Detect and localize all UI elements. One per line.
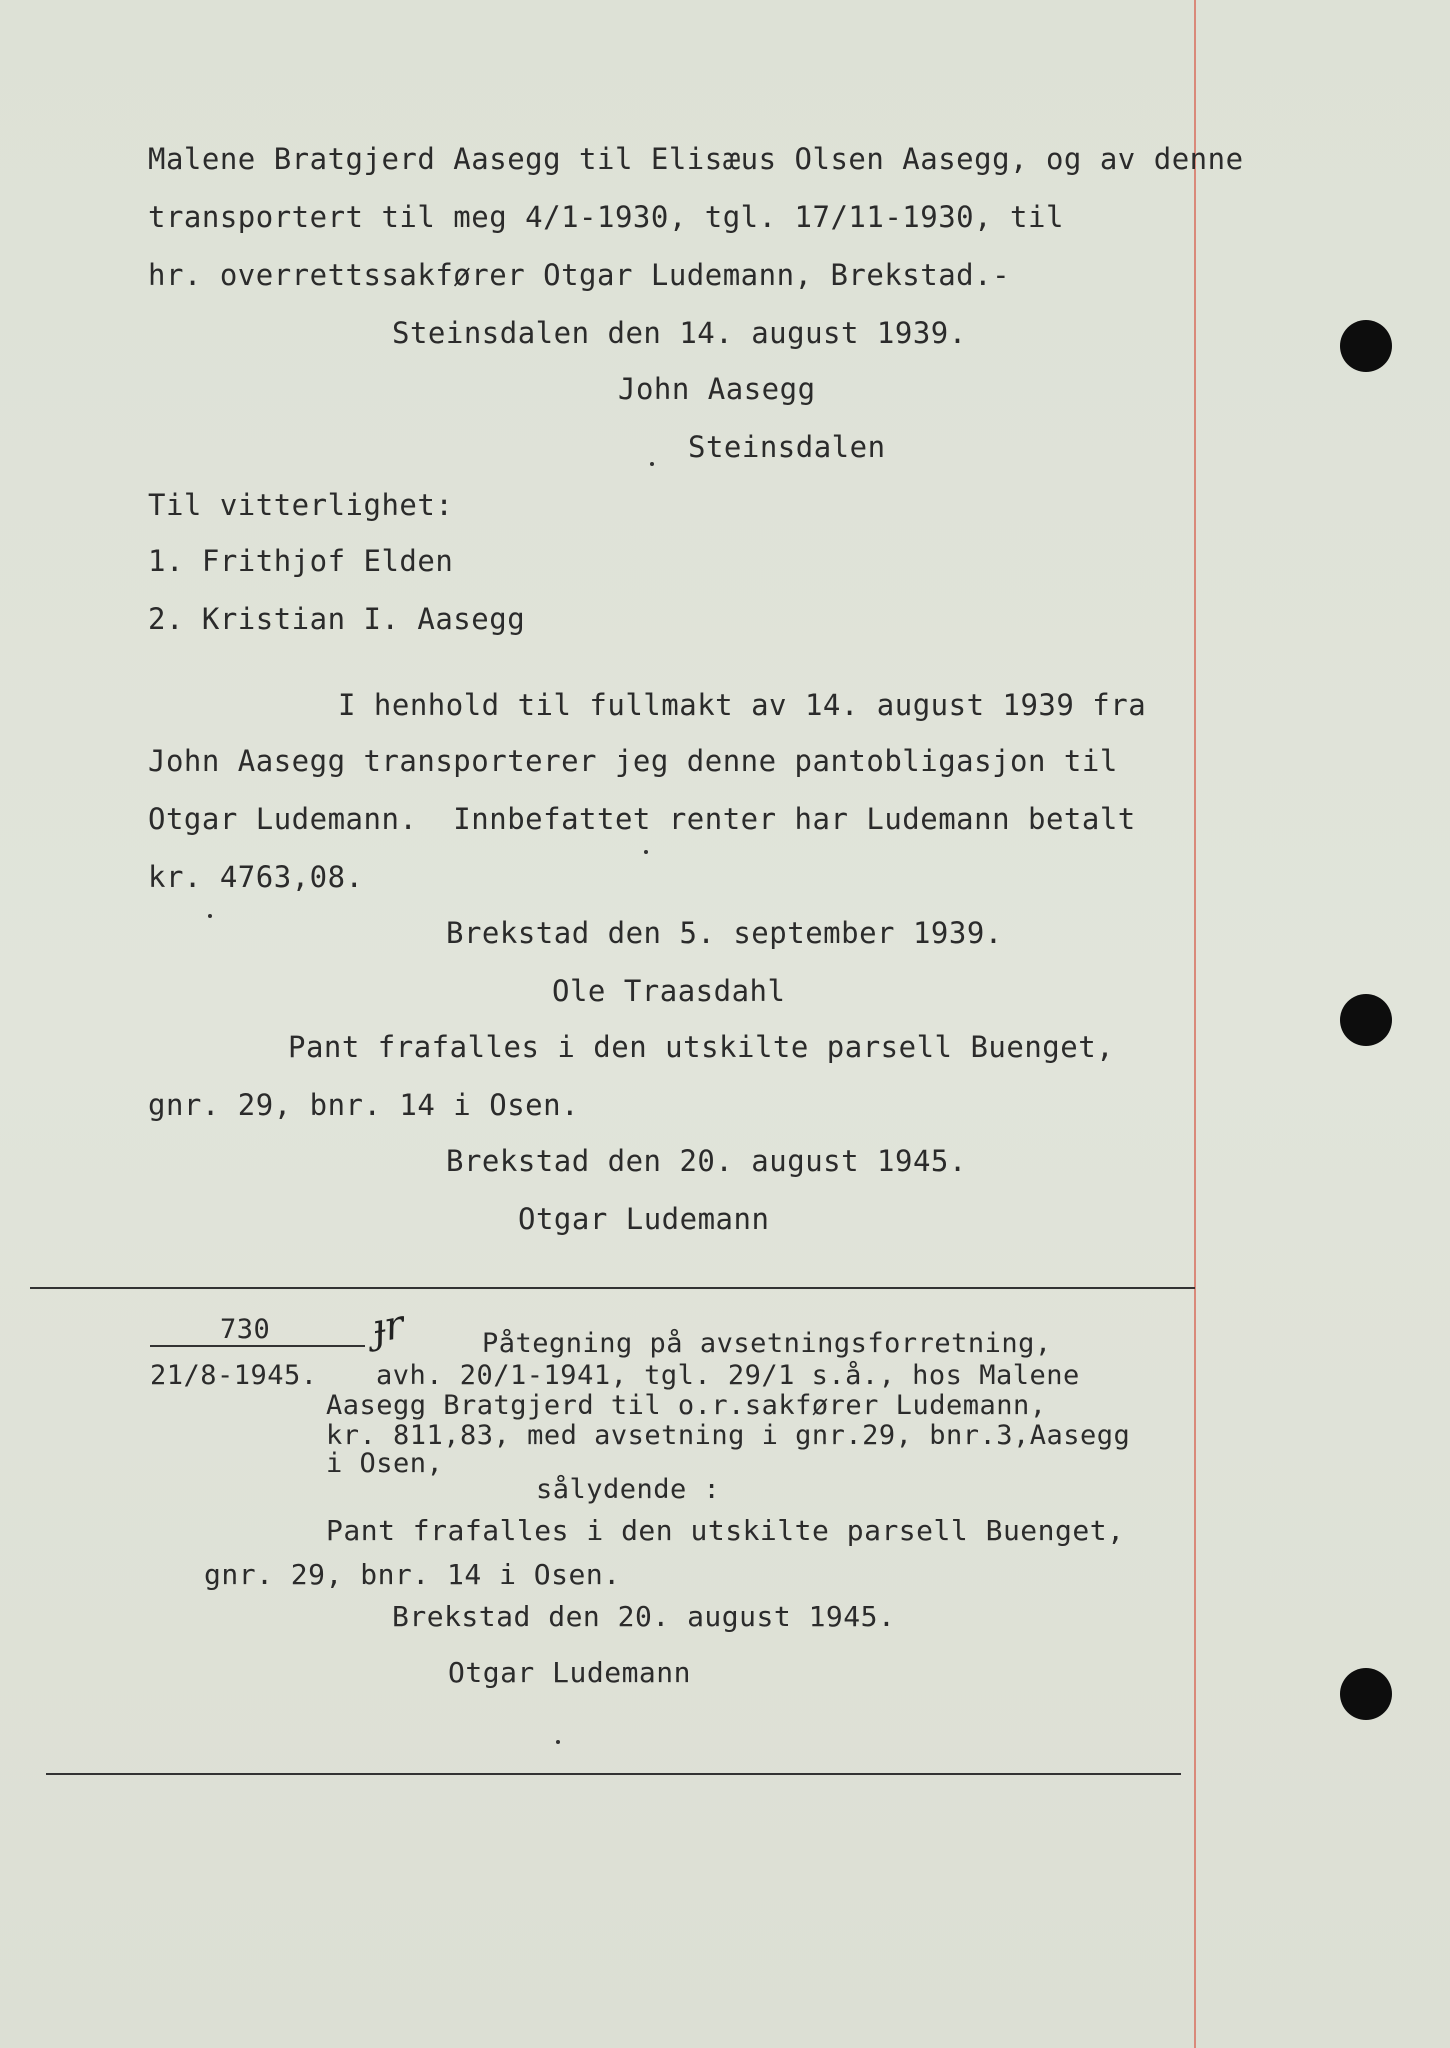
text-line: John Aasegg transporterer jeg denne pantobligasjon til [148, 744, 1118, 778]
section-divider [46, 1773, 1181, 1775]
entry-date: 21/8-1945. [150, 1360, 318, 1391]
ink-speck [556, 1740, 560, 1744]
entry-text-line: Pant frafalles i den utskilte parsell Buenget, [326, 1514, 1125, 1547]
witness-label: Til vitterlighet: [148, 488, 454, 522]
witness-item: 1. Frithjof Elden [148, 544, 454, 578]
place-date: Brekstad den 20. august 1945. [392, 1600, 896, 1633]
text-line: transportert til meg 4/1-1930, tgl. 17/11-1930, til [148, 200, 1064, 234]
punch-hole-icon [1340, 1668, 1392, 1720]
initials-mark: ɟr [368, 1301, 408, 1353]
entry-text-line: sålydende : [536, 1474, 721, 1505]
entry-text-line: kr. 811,83, med avsetning i gnr.29, bnr.3,Aasegg [326, 1420, 1131, 1451]
entry-text-line: gnr. 29, bnr. 14 i Osen. [204, 1558, 621, 1591]
margin-line [1194, 0, 1196, 2048]
signature-place: Steinsdalen [688, 430, 886, 464]
entry-text-line: i Osen, [326, 1448, 444, 1479]
text-line: hr. overrettssakfører Otgar Ludemann, Brekstad.- [148, 258, 1011, 292]
signature-name: Otgar Ludemann [448, 1656, 692, 1689]
place-date: Brekstad den 5. september 1939. [446, 916, 1003, 950]
punch-hole-icon [1340, 994, 1392, 1046]
entry-text-line: avh. 20/1-1941, tgl. 29/1 s.å., hos Malene [376, 1360, 1080, 1391]
section-divider [30, 1287, 1195, 1289]
ink-speck [644, 850, 648, 854]
witness-item: 2. Kristian I. Aasegg [148, 602, 526, 636]
place-date: Steinsdalen den 14. august 1939. [392, 316, 967, 350]
punch-hole-icon [1340, 320, 1392, 372]
entry-number: 730 [220, 1314, 271, 1345]
text-line: I henhold til fullmakt av 14. august 1939 fra [338, 688, 1147, 722]
entry-text-line: Aasegg Bratgjerd til o.r.sakfører Ludemann, [326, 1390, 1047, 1421]
place-date: Brekstad den 20. august 1945. [446, 1144, 967, 1178]
text-line: Pant frafalles i den utskilte parsell Buenget, [288, 1030, 1115, 1064]
ink-speck [208, 914, 212, 918]
entry-text-line: Påtegning på avsetningsforretning, [482, 1328, 1052, 1359]
ink-speck [650, 462, 654, 466]
text-line: kr. 4763,08. [148, 860, 364, 894]
entry-number-underline [150, 1345, 365, 1347]
text-line: Otgar Ludemann. Innbefattet renter har Ludemann betalt [148, 802, 1136, 836]
text-line: gnr. 29, bnr. 14 i Osen. [148, 1088, 580, 1122]
signature-name: Ole Traasdahl [552, 974, 786, 1008]
signature-name: Otgar Ludemann [518, 1202, 770, 1236]
text-line: Malene Bratgjerd Aasegg til Elisæus Olsen Aasegg, og av denne [148, 142, 1244, 176]
signature-name: John Aasegg [618, 372, 816, 406]
